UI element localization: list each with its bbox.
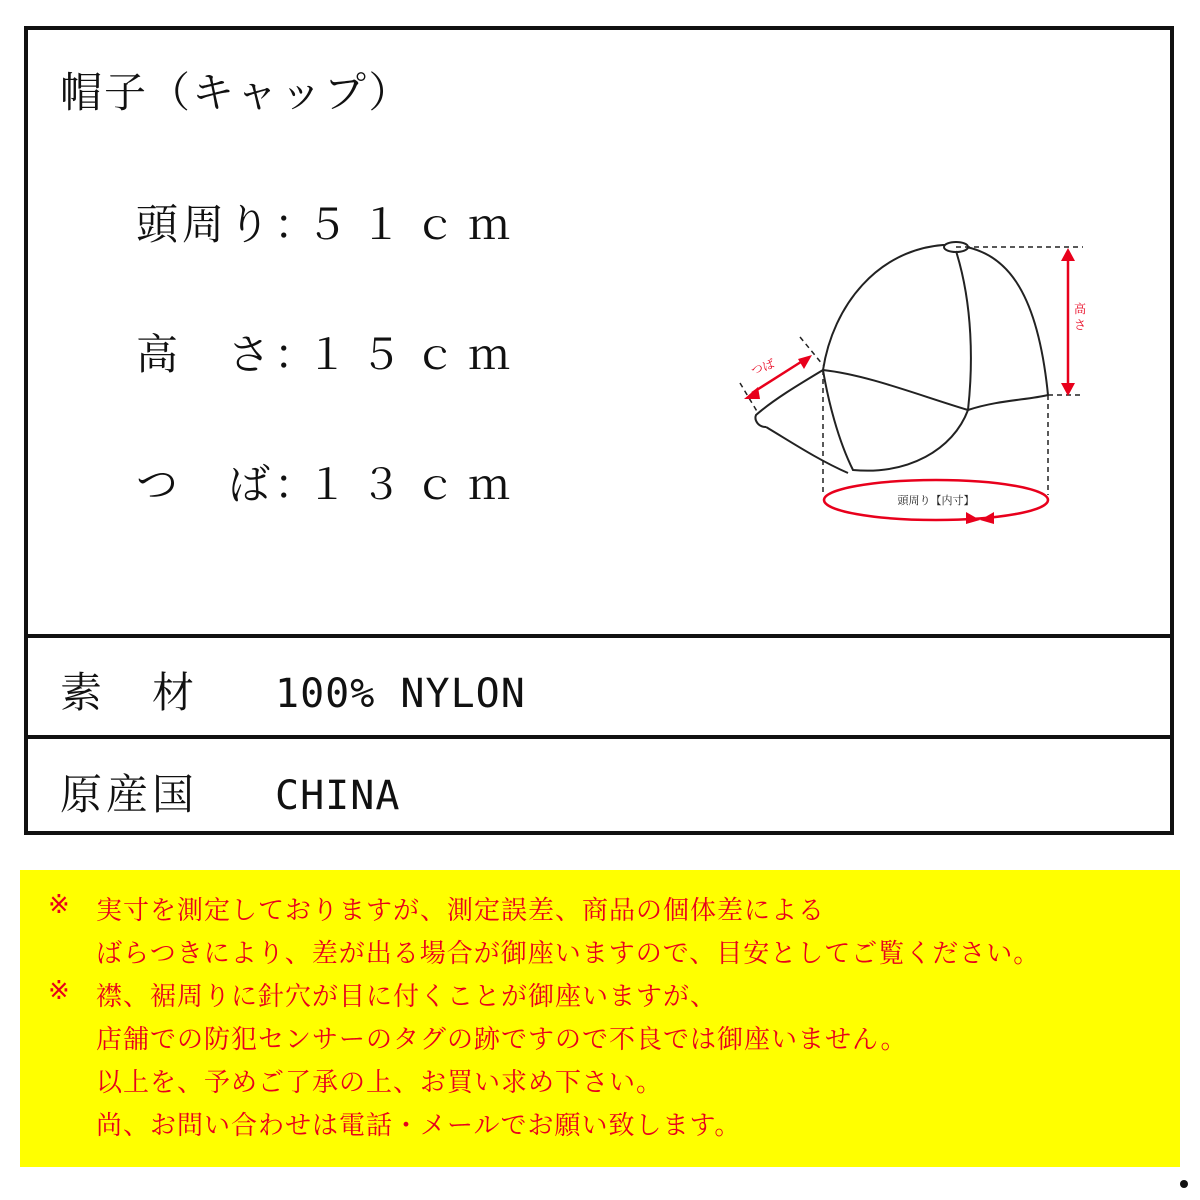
notice-text: ばらつきにより、差が出る場合が御座いますので、目安としてご覧ください。 bbox=[96, 939, 1041, 969]
measure-row-height bbox=[136, 322, 522, 382]
measure-row-brim bbox=[136, 452, 522, 512]
measure-row-circumference bbox=[136, 192, 522, 252]
measure-value: ５１ｃｍ bbox=[306, 200, 523, 249]
guide-lines bbox=[740, 247, 1083, 495]
height-arrow bbox=[1061, 248, 1075, 396]
measure-label: 頭周り： bbox=[136, 200, 321, 249]
notice-line bbox=[20, 890, 1180, 933]
notice-text: 以上を、予めご了承の上、お買い求め下さい。 bbox=[96, 1068, 664, 1098]
notice-line bbox=[20, 1062, 1180, 1105]
measure-label: 高 さ： bbox=[136, 330, 321, 379]
measure-label: つ ば： bbox=[136, 460, 321, 509]
product-title: 帽子（キャップ） bbox=[60, 68, 413, 117]
circumference-label: 頭周り【内寸】 bbox=[897, 494, 975, 507]
height-label: 高 さ bbox=[1074, 302, 1087, 332]
origin-row bbox=[60, 762, 400, 822]
notice-box bbox=[20, 870, 1180, 1167]
brim-label: つば bbox=[749, 356, 777, 378]
note-mark: ※ bbox=[48, 976, 71, 1006]
material-value: 100% NYLON bbox=[275, 671, 526, 717]
divider bbox=[28, 634, 1170, 638]
measure-value: １３ｃｍ bbox=[306, 460, 523, 509]
notice-line bbox=[20, 933, 1180, 976]
cap-measurement-diagram bbox=[718, 215, 1098, 545]
cap-outline bbox=[755, 242, 1048, 473]
notice-text: 襟、裾周りに針穴が目に付くことが御座いますが、 bbox=[96, 982, 718, 1012]
material-row bbox=[60, 660, 526, 720]
notice-line bbox=[20, 1105, 1180, 1148]
origin-value: CHINA bbox=[275, 773, 401, 819]
notice-line bbox=[20, 976, 1180, 1019]
corner-dot bbox=[1180, 1180, 1188, 1188]
notice-line bbox=[20, 1019, 1180, 1062]
origin-label: 原産国 bbox=[60, 770, 199, 819]
note-mark: ※ bbox=[48, 890, 71, 920]
notice-text: 店舗での防犯センサーのタグの跡ですので不良では御座いません。 bbox=[96, 1025, 908, 1055]
divider bbox=[28, 735, 1170, 739]
notice-text: 尚、お問い合わせは電話・メールでお願い致します。 bbox=[96, 1111, 742, 1141]
measure-value: １５ｃｍ bbox=[306, 330, 523, 379]
notice-text: 実寸を測定しておりますが、測定誤差、商品の個体差による bbox=[96, 896, 826, 926]
spec-table bbox=[24, 26, 1174, 835]
material-label: 素 材 bbox=[60, 668, 199, 717]
